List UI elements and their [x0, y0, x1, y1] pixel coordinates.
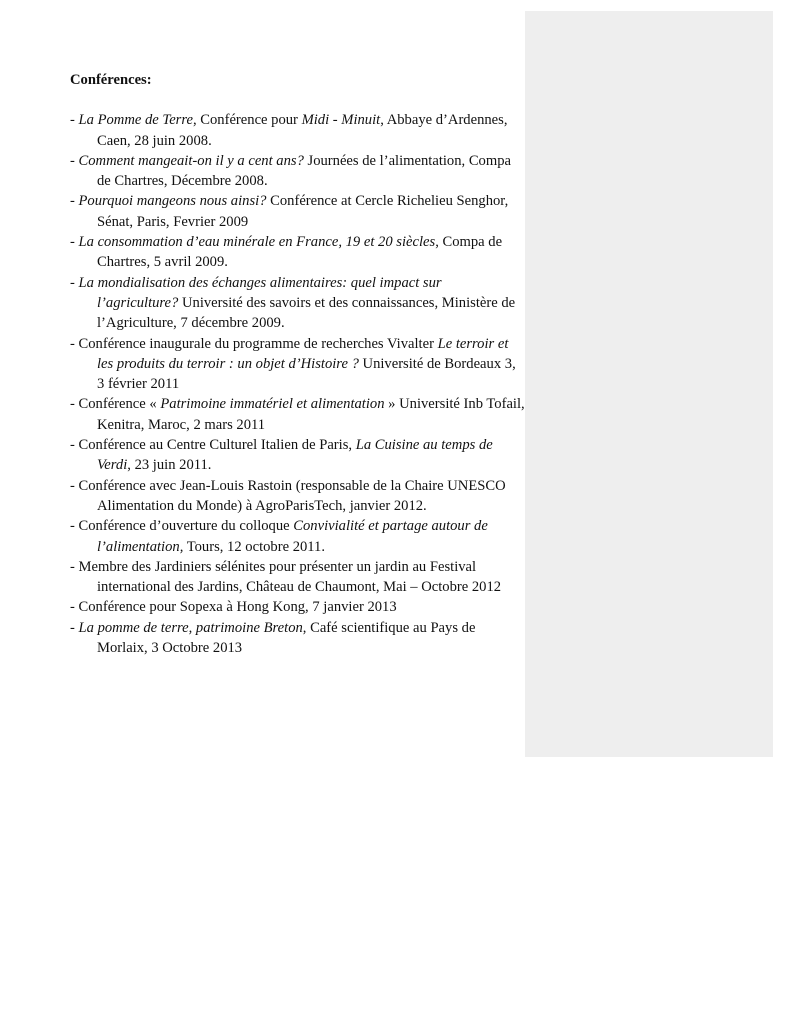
entry-italic-text: La mondialisation des échanges alimentaires: quel impact sur l’agriculture? — [78, 274, 442, 311]
entry-text: - — [70, 112, 79, 129]
entry-italic-text: La consommation d’eau minérale en France, 19 et 20 siècles — [78, 234, 436, 251]
conference-entry — [70, 597, 525, 617]
entry-text: - — [70, 193, 79, 210]
entry-text: - — [70, 274, 79, 291]
conference-entry — [70, 232, 525, 273]
entry-text: Tours, 12 octobre 2011. — [183, 538, 325, 555]
entry-text: Université des savoirs et des connaissances, Ministère de l’Agriculture, 7 décembre 2009. — [97, 294, 516, 332]
section-heading: Conférences: — [70, 72, 152, 88]
entry-italic-text: La Pomme de Terre — [78, 112, 193, 129]
entry-text: - — [70, 619, 79, 636]
conference-entry — [70, 151, 525, 192]
entry-text: Conférence at Cercle Richelieu Senghor, Sénat, Paris, Fevrier 2009 — [97, 193, 509, 230]
sidebar-panel — [525, 11, 773, 757]
conference-entry — [70, 435, 525, 476]
entry-text: - Conférence d’ouverture du colloque — [70, 518, 294, 535]
entry-italic-text: Midi - Minuit — [301, 112, 381, 129]
conference-entry — [70, 476, 525, 517]
entry-text: Université de Bordeaux 3, 3 février 2011 — [97, 355, 516, 393]
entry-text: , Café scientifique au Pays de Morlaix, 3 Octobre 2013 — [97, 619, 476, 657]
conference-entry — [70, 618, 525, 659]
conference-list — [70, 110, 525, 658]
conference-entry — [70, 516, 525, 557]
entry-text: , Compa de Chartres, 5 avril 2009. — [97, 234, 503, 271]
entry-text: , Abbaye d’Ardennes, Caen, 28 juin 2008. — [97, 112, 508, 149]
entry-text: - Conférence avec Jean-Louis Rastoin (responsable de la Chaire UNESCO Alimentation du Monde) à AgroParisTech, janvier 2012. — [70, 477, 506, 514]
entry-text: - Membre des Jardiniers sélénites pour présenter un jardin au Festival international des Jardins, Château de Chaumont, Mai – Octobre 2012 — [70, 558, 502, 596]
entry-text: - Conférence au Centre Culturel Italien de Paris, — [70, 437, 356, 454]
entry-text: - Conférence pour Sopexa à Hong Kong, 7 janvier 2013 — [70, 599, 397, 616]
entry-text: , Conférence pour — [192, 112, 302, 129]
entry-text: , 23 juin 2011. — [127, 457, 212, 474]
entry-text: - Conférence inaugurale du programme de recherches Vivalter — [70, 335, 438, 352]
entry-italic-text: Pourquoi mangeons nous ainsi? — [78, 193, 267, 210]
conference-entry — [70, 334, 525, 395]
entry-text: - — [70, 234, 79, 251]
entry-italic-text: La Cuisine au temps de Verdi — [97, 437, 493, 474]
conference-entry — [70, 191, 525, 232]
conference-entry — [70, 557, 525, 598]
entry-text: - Conférence « — [70, 396, 161, 413]
entry-italic-text: La pomme de terre, patrimoine Breton — [78, 619, 303, 636]
entry-italic-text: Comment mangeait-on il y a cent ans? — [78, 152, 304, 169]
entry-text: Journées de l’alimentation, Compa de Chartres, Décembre 2008. — [97, 152, 511, 190]
entry-italic-text: Convivialité et partage autour de l’alimentation, — [97, 518, 488, 555]
conference-entry — [70, 394, 525, 435]
document-body — [70, 70, 525, 658]
entry-text: - — [70, 152, 79, 169]
conference-entry — [70, 110, 525, 151]
entry-italic-text: Le terroir et les produits du terroir : un objet d’Histoire ? — [97, 335, 509, 372]
conference-entry — [70, 273, 525, 334]
entry-italic-text: Patrimoine immatériel et alimentation — [160, 396, 385, 413]
entry-text: » Université Inb Tofail, Kenitra, Maroc, 2 mars 2011 — [97, 396, 525, 433]
